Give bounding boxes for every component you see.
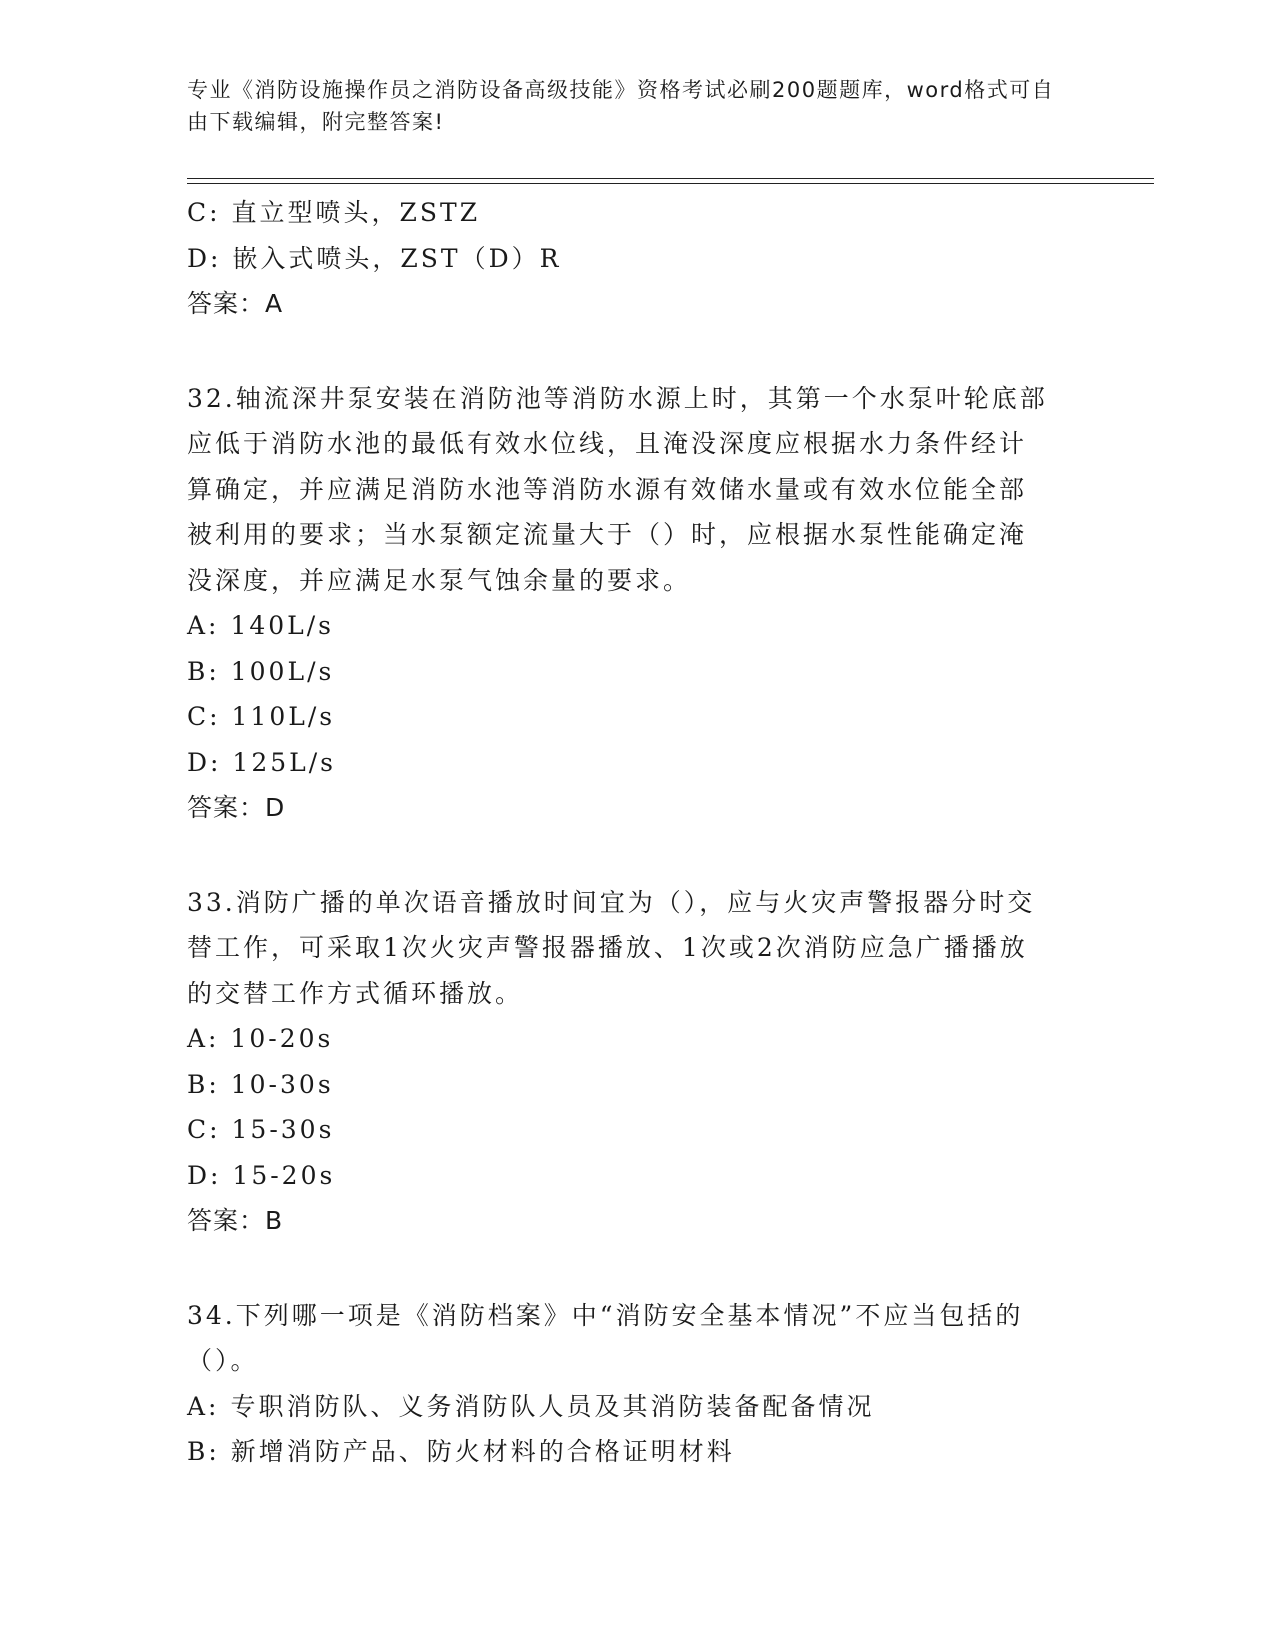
- question-text-line: （）。: [187, 1346, 259, 1375]
- option-label: C:: [187, 702, 221, 731]
- option-c: [187, 694, 1087, 740]
- spacer: [187, 831, 1087, 880]
- option-label: B:: [187, 1069, 220, 1099]
- document-header: 专业《消防设施操作员之消防设备高级技能》资格考试必刷200题题库，word格式可自由下载编辑，附完整答案!: [187, 78, 1055, 134]
- option-text: 15-20s: [232, 1160, 336, 1190]
- option-label: C:: [187, 198, 221, 227]
- answer-line: 答案：B: [187, 1206, 284, 1235]
- option-text: 10-30s: [230, 1069, 334, 1099]
- answer-line: 答案：D: [187, 793, 286, 822]
- question-text-line: 算确定，并应满足消防水池等消防水源有效储水量或有效水位能全部: [187, 474, 1028, 504]
- question-34: [187, 1293, 1087, 1475]
- option-a: [187, 1016, 1087, 1062]
- question-text-line: 32.轴流深井泵安装在消防池等消防水源上时，其第一个水泵叶轮底部: [187, 383, 1048, 413]
- option-c: [187, 1107, 1087, 1153]
- option-d: [187, 1153, 1087, 1199]
- option-text: 110L/s: [231, 702, 336, 731]
- question-32: [187, 376, 1087, 831]
- option-text: 嵌入式喷头，ZST（D）R: [232, 243, 562, 273]
- question-text-line: 应低于消防水池的最低有效水位线，且淹没深度应根据水力条件经计: [187, 429, 1028, 458]
- question-text-line: 的交替工作方式循环播放。: [187, 978, 524, 1008]
- option-d: [187, 740, 1087, 786]
- option-a: [187, 1384, 1087, 1430]
- option-text: 新增消防产品、防火材料的合格证明材料: [230, 1437, 735, 1466]
- header-rule-top: [187, 178, 1154, 179]
- answer-line: 答案：A: [187, 289, 284, 318]
- option-label: D:: [187, 243, 222, 273]
- option-label: A:: [187, 1024, 220, 1053]
- option-text: 专职消防队、义务消防队人员及其消防装备配备情况: [230, 1391, 875, 1421]
- option-text: 140L/s: [230, 611, 335, 640]
- option-b: [187, 649, 1087, 695]
- option-text: 10-20s: [230, 1024, 334, 1053]
- option-text: 125L/s: [232, 747, 336, 777]
- question-text-line: 替工作，可采取1次火灾声警报器播放、1次或2次消防应急广播播放: [187, 933, 1028, 962]
- question-text-line: 33.消防广播的单次语音播放时间宜为（），应与火灾声警报器分时交: [187, 887, 1036, 917]
- option-label: B:: [187, 1437, 220, 1466]
- header-rule-bottom: [187, 183, 1154, 184]
- document-body: [187, 190, 1087, 1475]
- option-label: B:: [187, 656, 220, 686]
- question-text-line: 没深度，并应满足水泵气蚀余量的要求。: [187, 565, 692, 595]
- option-label: A:: [187, 611, 220, 640]
- option-text: 直立型喷头，ZSTZ: [231, 198, 481, 227]
- question-33: [187, 880, 1087, 1244]
- option-c: [187, 190, 1087, 236]
- question-text-line: 被利用的要求；当水泵额定流量大于（）时，应根据水泵性能确定淹: [187, 520, 1028, 549]
- option-a: [187, 603, 1087, 649]
- option-text: 15-30s: [231, 1115, 335, 1144]
- option-b: [187, 1062, 1087, 1108]
- question-text-line: 34.下列哪一项是《消防档案》中“消防安全基本情况”不应当包括的: [187, 1300, 1024, 1330]
- option-label: C:: [187, 1115, 221, 1144]
- option-label: D:: [187, 747, 222, 777]
- question-31-tail: [187, 190, 1087, 327]
- option-text: 100L/s: [230, 656, 335, 686]
- spacer: [187, 1244, 1087, 1293]
- option-d: [187, 236, 1087, 282]
- option-label: D:: [187, 1160, 222, 1190]
- option-label: A:: [187, 1391, 220, 1421]
- option-b: [187, 1429, 1087, 1475]
- spacer: [187, 327, 1087, 376]
